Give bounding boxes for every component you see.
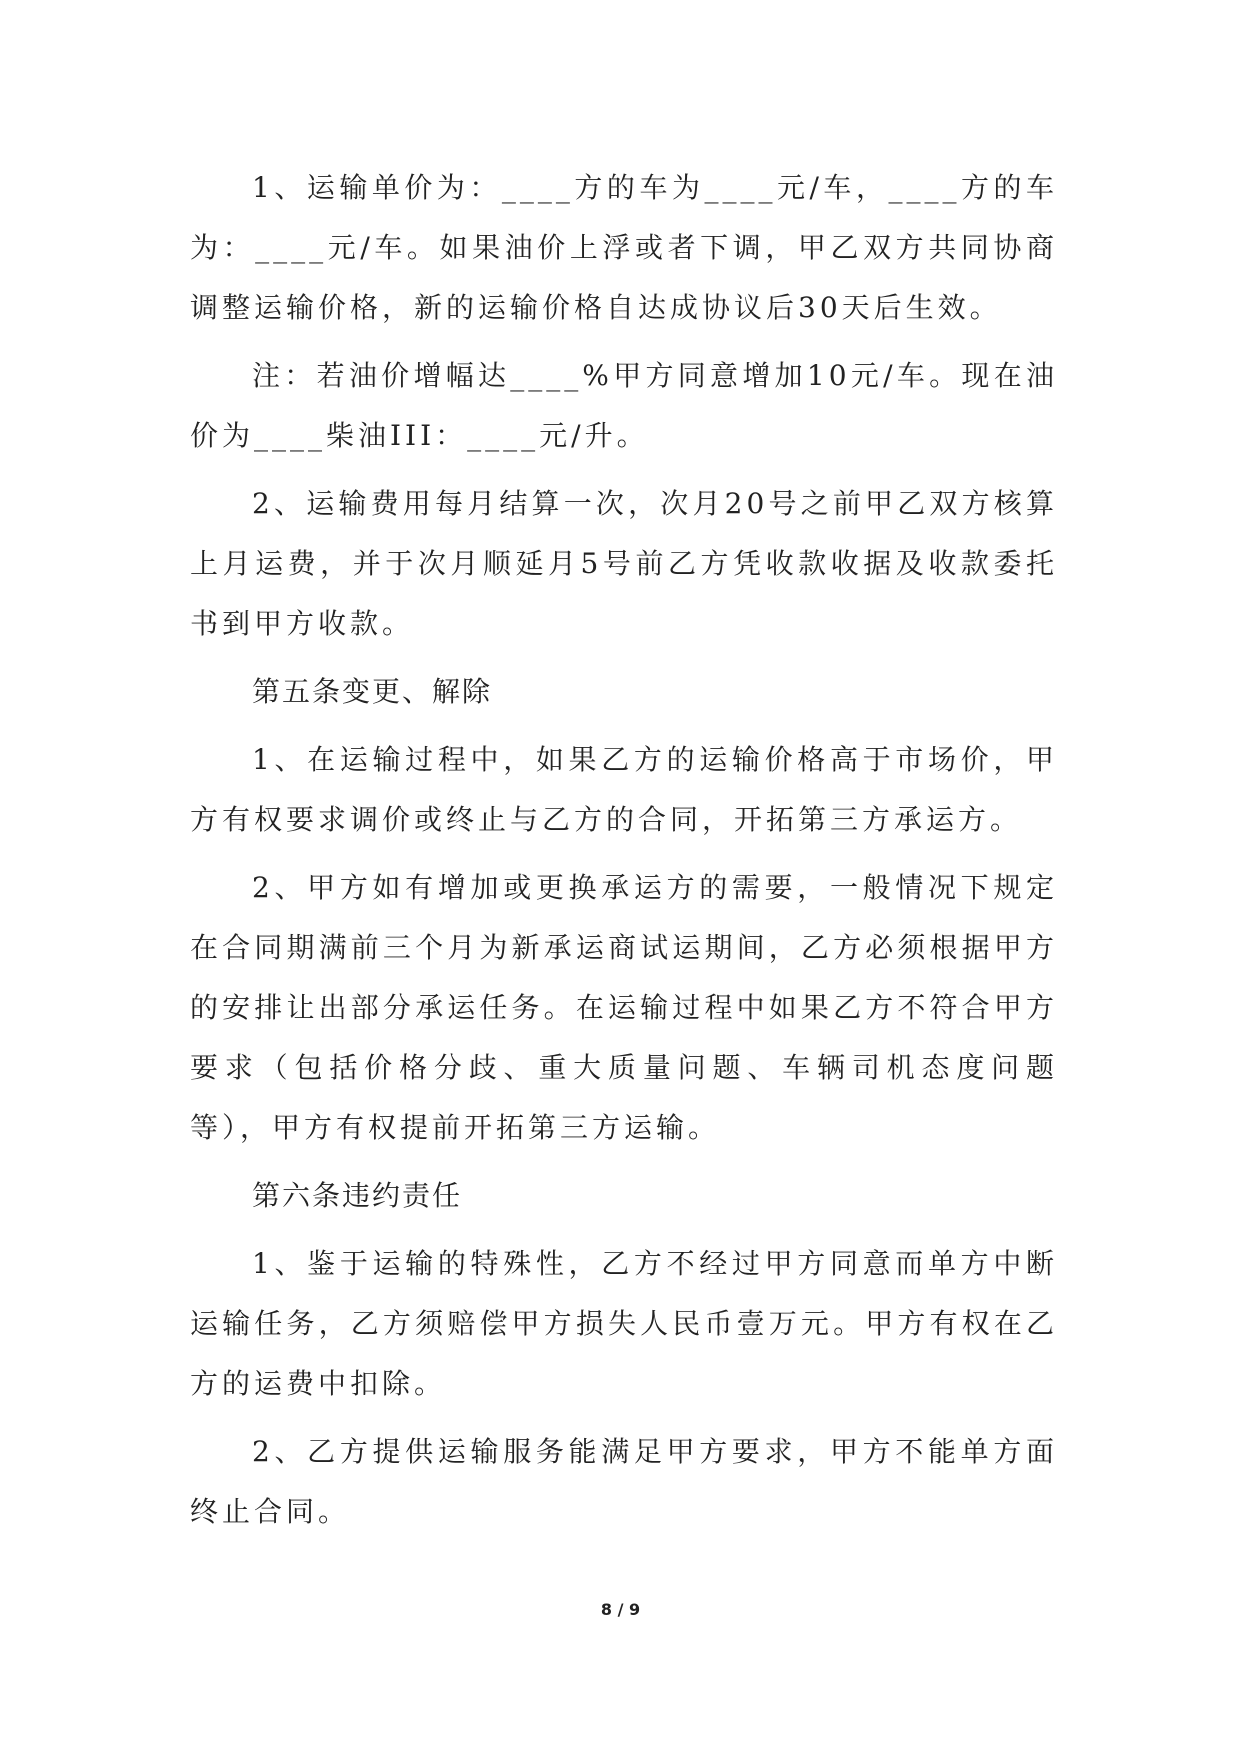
paragraph-unit-price: 1、运输单价为：____方的车为____元/车，____方的车为：____元/车。如果油价上浮或者下调，甲乙双方共同协商调整运输价格，新的运输价格自达成协议后30天后生效。: [190, 171, 1058, 324]
paragraph-carrier-change: 2、甲方如有增加或更换承运方的需要，一般情况下规定在合同期满前三个月为新承运商试运期间，乙方必须根据甲方的安排让出部分承运任务。在运输过程中如果乙方不符合甲方要求（包括价格分歧、重大质量问题、车辆司机态度问题等），甲方有权提前开拓第三方运输。: [190, 871, 1058, 1144]
paragraph-breach-compensation: 1、鉴于运输的特殊性，乙方不经过甲方同意而单方中断运输任务，乙方须赔偿甲方损失人民币壹万元。甲方有权在乙方的运费中扣除。: [190, 1247, 1058, 1400]
paragraph-fuel-note: 注：若油价增幅达____%甲方同意增加10元/车。现在油价为____柴油III：____元/升。: [190, 359, 1058, 452]
paragraph-price-adjustment: 1、在运输过程中，如果乙方的运输价格高于市场价，甲方有权要求调价或终止与乙方的合同，开拓第三方承运方。: [190, 743, 1058, 836]
section-heading-article-6: 第六条违约责任: [252, 1179, 463, 1212]
section-heading-article-5: 第五条变更、解除: [252, 675, 493, 708]
document-body: [190, 158, 1058, 1550]
page-number: 8 / 9: [600, 1600, 641, 1619]
paragraph-settlement: 2、运输费用每月结算一次，次月20号之前甲乙双方核算上月运费，并于次月顺延月5号前乙方凭收款收据及收款委托书到甲方收款。: [190, 487, 1058, 640]
paragraph-no-unilateral-termination: 2、乙方提供运输服务能满足甲方要求，甲方不能单方面终止合同。: [190, 1435, 1058, 1528]
